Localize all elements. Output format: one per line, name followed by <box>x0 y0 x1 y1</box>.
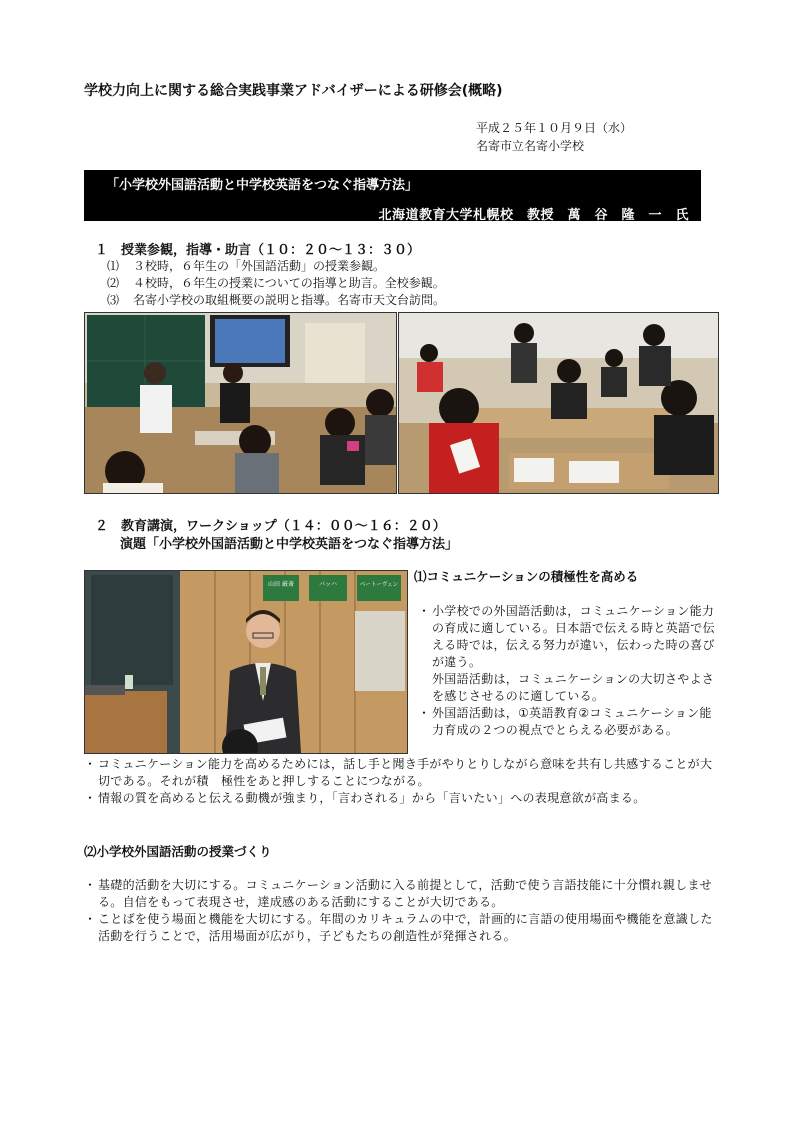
item-number: ⑵ <box>107 276 120 290</box>
classroom-photo-left-image <box>85 313 396 493</box>
part2-heading: ⑵小学校外国語活動の授業づくり <box>84 844 272 859</box>
bullet-item: ・ コミュニケーション能力を高めるためには，話し手と聞き手がやりとりしながら意味を共有し共感することが大切である。それが積 極性をあと押しすることにつながる。 <box>84 756 720 790</box>
part1-right-text <box>418 603 718 739</box>
list-item <box>107 292 445 309</box>
topic-banner <box>84 170 701 221</box>
bullet-item: ・ 外国語活動は，①英語教育②コミュニケーション能力育成の２つの視点でとらえる必要がある。 <box>418 705 718 739</box>
item-text: ４校時，６年生の授業についての指導と助言。全校参観。 <box>133 276 445 290</box>
lecturer-photo <box>84 570 408 754</box>
section1-heading: １ 授業参観，指導・助言（１０：２０～１３：３０） <box>95 243 421 258</box>
date-block <box>476 119 632 155</box>
item-text: 名寄小学校の取組概要の説明と指導。名寄市天文台訪問。 <box>133 293 446 307</box>
board-label-3: ベートーヴェン <box>359 582 399 588</box>
bullet-item: ・ ことばを使う場面と機能を大切にする。年間のカリキュラムの中で，計画的に言語の使用場面や機能を意識した活動を行うことで，活用場面が広がり，子どもたちの創造性が発揮される。 <box>84 911 720 945</box>
lecture-title: 演題「小学校外国語活動と中学校英語をつなぐ指導方法」 <box>120 537 459 552</box>
indented-paragraph: 外国語活動は，コミュニケーションの大切さやよさを感じさせるのに適している。 <box>432 672 715 703</box>
classroom-photo-right <box>398 312 719 494</box>
bullet-item: ・ 情報の質を高めると伝える動機が強まり，「言わされる」から「言いたい」への表現意欲が高まる。 <box>84 790 720 807</box>
item-number: ⑴ <box>107 259 120 273</box>
section1-list <box>107 258 445 309</box>
list-item <box>107 258 445 275</box>
classroom-photo-right-image <box>399 313 718 493</box>
lecturer-photo-image <box>85 571 407 753</box>
school-name: 名寄市立名寄小学校 <box>476 139 585 153</box>
section2-heading: ２ 教育講演，ワークショップ（１４：００～１６：２０） <box>95 519 446 534</box>
board-label-2: バッハ <box>318 581 338 588</box>
date-text: 平成２５年１０月９日（水） <box>476 121 633 135</box>
item-number: ⑶ <box>107 293 120 307</box>
item-text: ３校時，６年生の「外国語活動」の授業参観。 <box>133 259 386 273</box>
banner-speaker: 北海道教育大学札幌校 教授 萬 谷 隆 一 氏 <box>378 208 689 223</box>
classroom-photo-left <box>84 312 397 494</box>
board-label-1: 山田 厳斎 <box>268 581 294 588</box>
bullet-item: ・ 小学校での外国語活動は，コミュニケーション能力の育成に適している。日本語で伝える時と英語で伝える時では，伝える努力が違い，伝わった時の喜びが違う。 <box>418 603 718 671</box>
part1-full-text <box>84 756 720 807</box>
part2-text <box>84 877 720 945</box>
part1-heading: ⑴コミュニケーションの積極性を高める <box>414 569 639 584</box>
banner-topic: 「小学校外国語活動と中学校英語をつなぐ指導方法」 <box>106 178 419 193</box>
bullet-item: ・ 基礎的活動を大切にする。コミュニケーション活動に入る前提として，活動で使う言語技能に十分慣れ親しませる。自信をもって表現させ，達成感のある活動にすることが大切である。 <box>84 877 720 911</box>
list-item <box>107 275 445 292</box>
document-title: 学校力向上に関する総合実践事業アドバイザーによる研修会(概略) <box>84 83 503 99</box>
